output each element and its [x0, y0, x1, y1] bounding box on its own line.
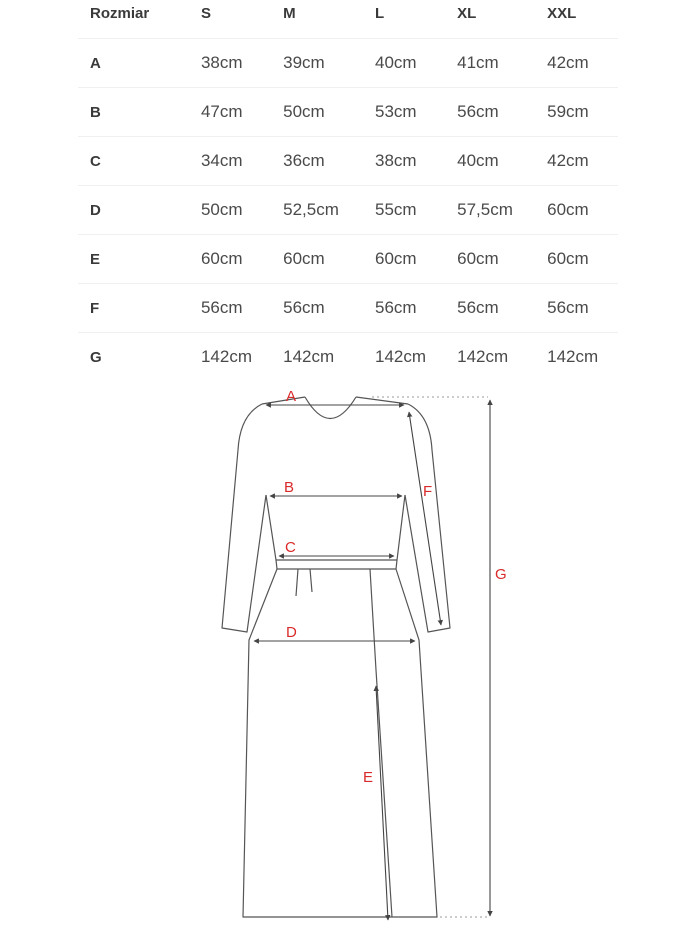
table-cell: 60cm	[283, 235, 375, 284]
measure-e-line	[376, 686, 388, 920]
table-cell: 52,5cm	[283, 186, 375, 235]
table-cell: 56cm	[457, 284, 547, 333]
table-cell: 55cm	[375, 186, 457, 235]
measurement-lines	[254, 397, 490, 920]
table-cell: 60cm	[547, 186, 618, 235]
table-cell: 142cm	[547, 347, 599, 366]
measure-d-label: D	[286, 624, 297, 641]
table-cell: 47cm	[201, 88, 283, 137]
table-cell: 39cm	[283, 39, 375, 88]
row-label: G	[90, 348, 102, 366]
measure-g-label: G	[495, 566, 507, 583]
waistband	[276, 560, 397, 569]
table-cell: 60cm	[457, 235, 547, 284]
row-label: E	[78, 235, 201, 284]
row-label: C	[78, 137, 201, 186]
header-size-label: Rozmiar	[78, 0, 201, 39]
table-cell: 142cm	[200, 347, 252, 366]
table-cell: 60cm	[547, 235, 618, 284]
table-cell: 42cm	[547, 39, 618, 88]
table-cell: 57,5cm	[457, 186, 547, 235]
table-row	[78, 284, 618, 333]
row-label: B	[78, 88, 201, 137]
table-cell: 38cm	[201, 39, 283, 88]
left-sleeve	[222, 404, 266, 632]
neckline	[305, 397, 356, 419]
table-cell: 38cm	[375, 137, 457, 186]
table-row	[78, 88, 618, 137]
header-size-l: L	[375, 0, 457, 39]
table-cell: 142cm	[374, 347, 427, 366]
belt-tie	[296, 569, 312, 596]
table-header-row	[78, 0, 618, 39]
size-chart-table	[78, 0, 618, 381]
table-cell: 53cm	[375, 88, 457, 137]
row-label: A	[78, 39, 201, 88]
row-label: F	[78, 284, 201, 333]
table-cell: 34cm	[201, 137, 283, 186]
dress-measurement-diagram	[0, 370, 700, 933]
header-size-m: M	[283, 0, 375, 39]
table-cell: 56cm	[547, 284, 618, 333]
table-cell: 56cm	[283, 284, 375, 333]
table-cell: 142cm	[283, 347, 335, 366]
table-cell: 142cm	[457, 347, 509, 366]
skirt	[243, 569, 437, 917]
left-shoulder	[262, 397, 305, 404]
header-size-xxl: XXL	[547, 0, 618, 39]
table-cell: 36cm	[283, 137, 375, 186]
right-sleeve	[405, 404, 450, 632]
measure-b-label: B	[284, 479, 295, 496]
measure-a-label: A	[286, 388, 297, 405]
table-row	[78, 186, 618, 235]
measure-e-label: E	[363, 769, 374, 786]
dress-outline	[222, 397, 450, 917]
row-label: D	[78, 186, 201, 235]
table-cell: 50cm	[201, 186, 283, 235]
table-cell: 41cm	[457, 39, 547, 88]
table-cell: 56cm	[457, 88, 547, 137]
table-cell: 60cm	[375, 235, 457, 284]
table-cell: 59cm	[547, 88, 618, 137]
table-row	[78, 39, 618, 88]
table-cell: 42cm	[547, 137, 618, 186]
table-cell: 40cm	[457, 137, 547, 186]
table-row	[78, 235, 618, 284]
skirt-slit	[370, 569, 392, 917]
table-cell: 50cm	[283, 88, 375, 137]
table-cell: 60cm	[201, 235, 283, 284]
measure-f-line	[409, 412, 441, 625]
right-shoulder	[356, 397, 408, 404]
table-cell: 56cm	[375, 284, 457, 333]
table-cell: 40cm	[375, 39, 457, 88]
measure-f-label: F	[423, 483, 433, 500]
table-row	[78, 137, 618, 186]
measure-c-label: C	[285, 539, 296, 556]
table-cell: 56cm	[201, 284, 283, 333]
header-size-s: S	[201, 0, 283, 39]
header-size-xl: XL	[457, 0, 547, 39]
